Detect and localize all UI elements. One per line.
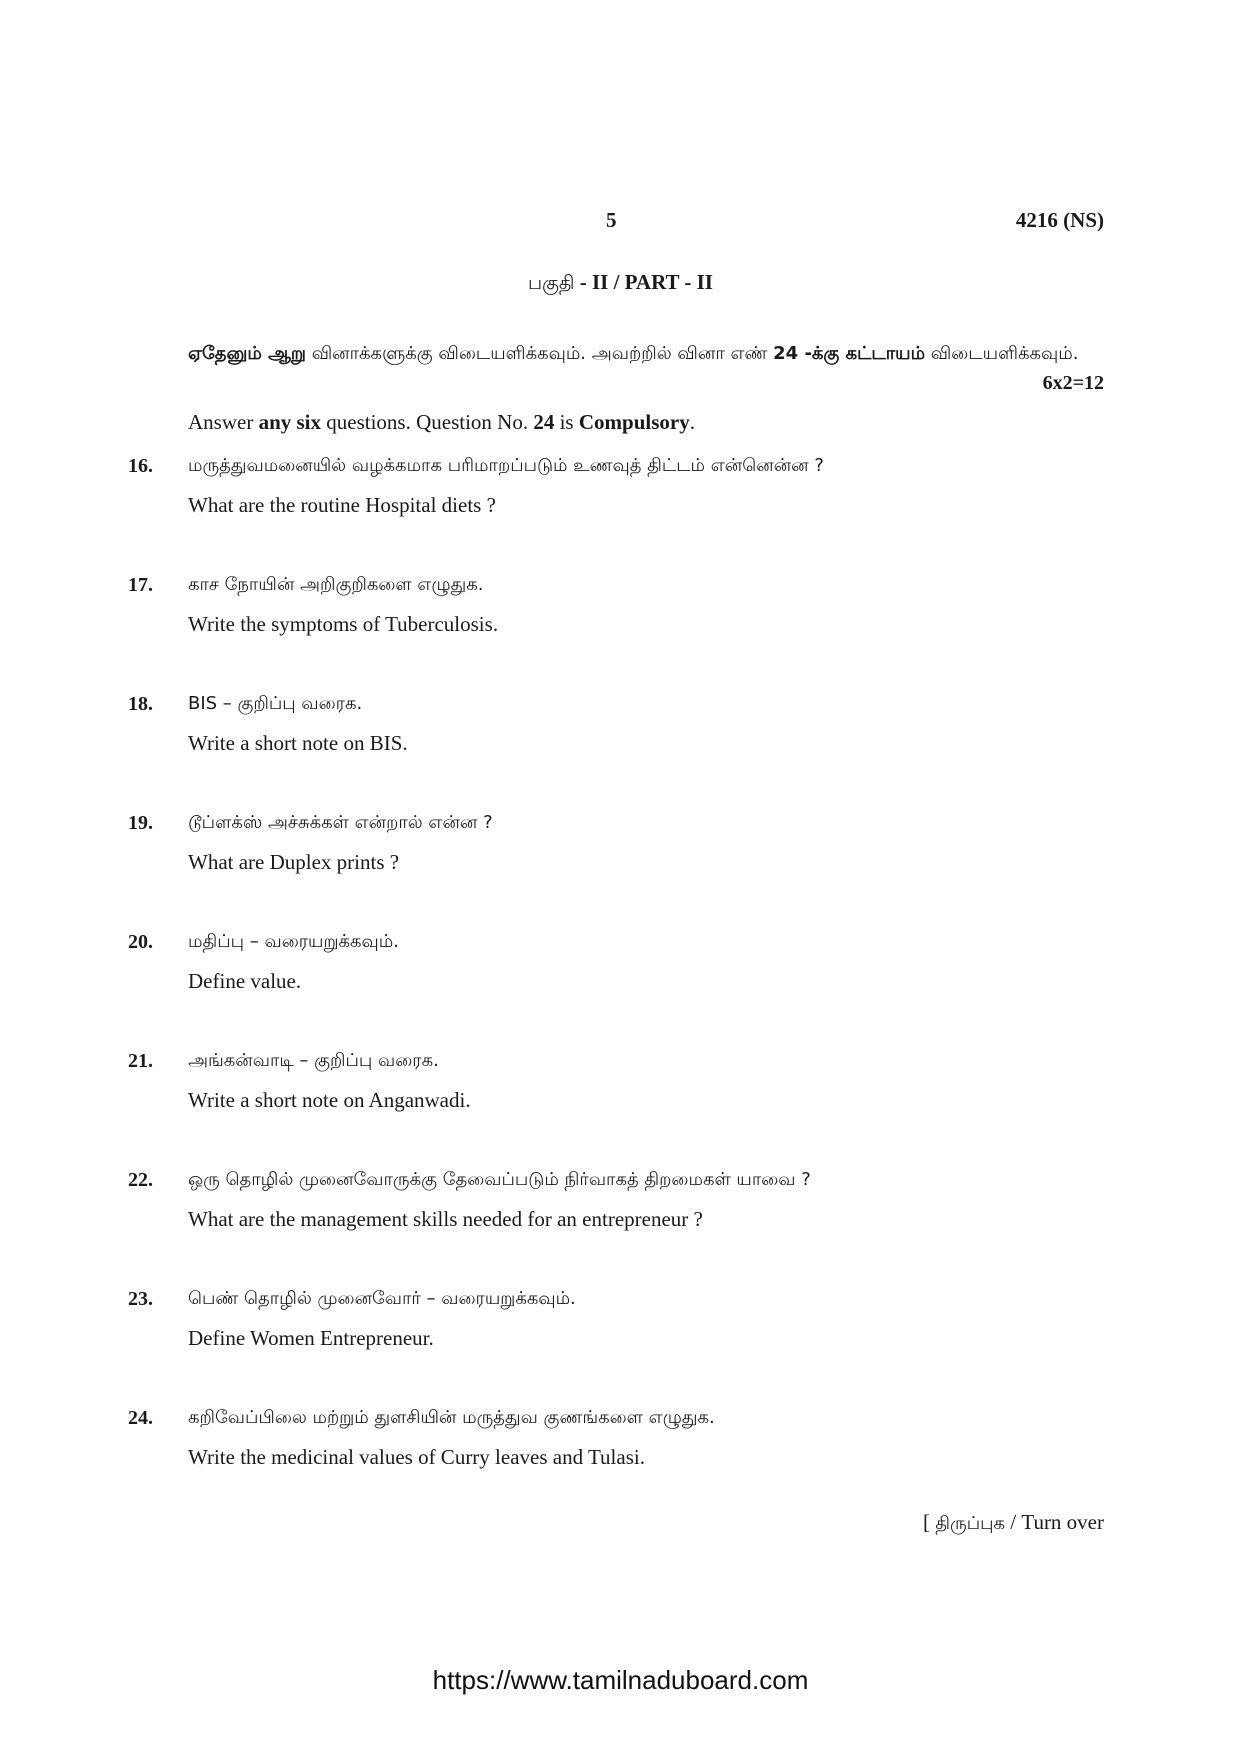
instr-en-pre: Answer (188, 410, 259, 434)
instr-en-bold-3: Compulsory (578, 410, 690, 434)
question-text-english: What are the routine Hospital diets ? (188, 493, 496, 517)
question-text-tamil: காச நோயின் அறிகுறிகளை எழுதுக. (188, 574, 484, 595)
turn-over-english: / Turn over (1005, 1510, 1104, 1534)
question-text-tamil: பெண் தொழில் முனைவோர் – வரையறுக்கவும். (188, 1288, 576, 1309)
turn-over-tamil: திருப்புக (935, 1513, 1006, 1534)
turn-over-note (923, 1510, 1104, 1536)
question-text-english: Define value. (188, 969, 302, 993)
question-text-english: Write a short note on BIS. (188, 731, 408, 755)
question-text-english: Write the medicinal values of Curry leaves and Tulasi. (188, 1445, 645, 1469)
footer-url[interactable]: https://www.tamilnaduboard.com (432, 1665, 809, 1695)
question-number: 16. (128, 455, 153, 477)
question-text-tamil: டூப்ளக்ஸ் அச்சுக்கள் என்றால் என்ன ? (188, 812, 493, 833)
question-text-tamil: மருத்துவமனையில் வழக்கமாக பரிமாறப்படும் உணவுத் திட்டம் என்னென்ன ? (188, 455, 824, 476)
question-text-english: What are Duplex prints ? (188, 850, 400, 874)
instr-en-bold-2: 24 (533, 410, 555, 434)
part-title-english: - II / PART - II (579, 270, 713, 294)
instr-en-bold-1: any six (258, 410, 322, 434)
question-text-tamil: ஒரு தொழில் முனைவோருக்கு தேவைப்படும் நிர்வாகத் திறமைகள் யாவை ? (188, 1169, 811, 1190)
question-number: 22. (128, 1169, 153, 1191)
question-number: 18. (128, 693, 153, 715)
question-text-tamil: BIS – குறிப்பு வரைக. (188, 693, 363, 714)
question-text-tamil: கறிவேப்பிலை மற்றும் துளசியின் மருத்துவ குணங்களை எழுதுக. (188, 1407, 715, 1428)
instr-en-mid-2: is (554, 410, 579, 434)
part-title (0, 270, 1241, 297)
part-title-tamil: பகுதி (528, 272, 575, 294)
turn-over-bracket: [ (923, 1510, 936, 1534)
question-number: 23. (128, 1288, 153, 1310)
paper-code: 4216 (NS) (1015, 208, 1104, 232)
instructions-tamil (188, 336, 1104, 372)
instr-ta-text-1: வினாக்களுக்கு விடையளிக்கவும். அவற்றில் வினா எண் (305, 343, 774, 364)
marks-allocation: 6x2=12 (1042, 372, 1104, 394)
instr-ta-bold-2: 24 -க்கு கட்டாயம் (773, 343, 926, 364)
instr-en-end: . (689, 410, 695, 434)
page-number: 5 (606, 208, 617, 232)
question-number: 20. (128, 931, 153, 953)
question-text-english: Define Women Entrepreneur. (188, 1326, 434, 1350)
question-number: 21. (128, 1050, 153, 1072)
question-text-english: Write the symptoms of Tuberculosis. (188, 612, 499, 636)
question-text-tamil: மதிப்பு – வரையறுக்கவும். (188, 931, 399, 952)
instr-ta-text-2: விடையளிக்கவும். (925, 343, 1079, 364)
question-number: 19. (128, 812, 153, 834)
instr-en-mid: questions. Question No. (321, 410, 534, 434)
question-text-tamil: அங்கன்வாடி – குறிப்பு வரைக. (188, 1050, 439, 1071)
instructions-english (188, 410, 695, 435)
question-number: 24. (128, 1407, 153, 1429)
question-text-english: Write a short note on Anganwadi. (188, 1088, 471, 1112)
question-number: 17. (128, 574, 153, 596)
instr-ta-bold-1: ஏதேனும் ஆறு (188, 343, 306, 364)
question-text-english: What are the management skills needed for an entrepreneur ? (188, 1207, 703, 1231)
